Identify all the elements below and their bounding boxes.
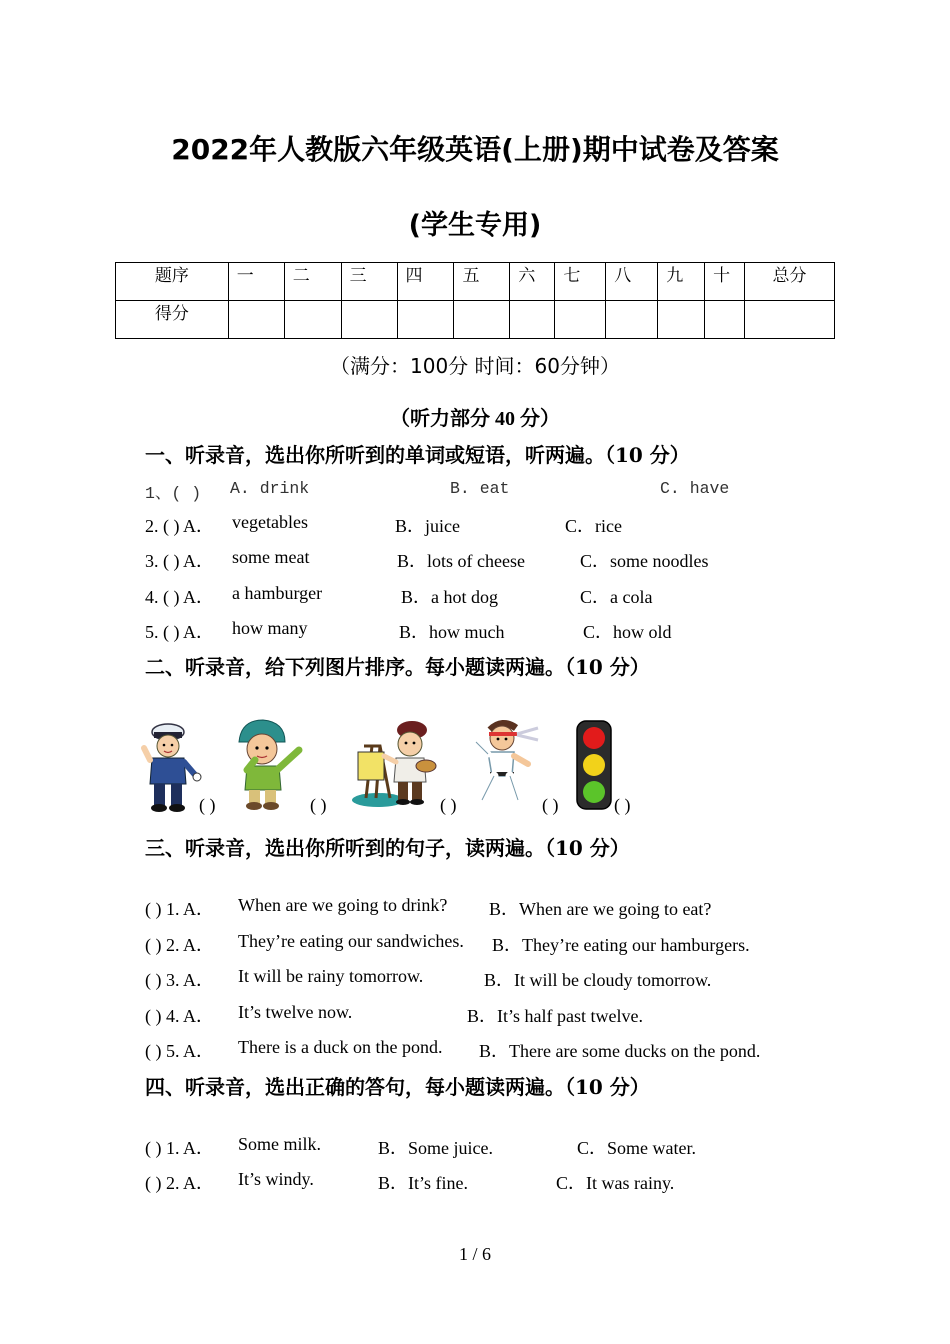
s3-q1-option-a[interactable]: When are we going to drink? bbox=[238, 895, 448, 915]
s3-q1-option-b[interactable]: B．When are we going to eat? bbox=[489, 899, 712, 919]
s4-q1-option-b[interactable]: B．Some juice. bbox=[378, 1138, 493, 1158]
s1-q3-option-c[interactable]: C．some noodles bbox=[580, 551, 709, 571]
page-number: 1 / 6 bbox=[458, 1244, 491, 1264]
painter-picture bbox=[350, 716, 440, 811]
s4-q2-option-c[interactable]: C．It was rainy. bbox=[556, 1173, 675, 1193]
score-header-cell: 题序 bbox=[116, 263, 229, 301]
s1-q2-option-a[interactable]: vegetables bbox=[232, 512, 308, 532]
score-header-cell: 九 bbox=[658, 263, 705, 301]
score-header-cell: 八 bbox=[606, 263, 658, 301]
score-header-cell: 三 bbox=[341, 263, 397, 301]
q1-option-a[interactable]: A. drink bbox=[230, 479, 310, 498]
s1-q5-option-c[interactable]: C．how old bbox=[583, 622, 672, 642]
picture-answer-bracket[interactable]: ( ) bbox=[542, 795, 559, 815]
s1-q4-option-c[interactable]: C．a cola bbox=[580, 587, 653, 607]
listening-title: （听力部分 40 分） bbox=[390, 408, 560, 430]
s3-q1-number: ( ) 1. A． bbox=[145, 899, 214, 919]
score-input-cell[interactable] bbox=[341, 301, 397, 339]
s3-q3-option-b[interactable]: B．It will be cloudy tomorrow. bbox=[484, 970, 712, 990]
s3-q4-option-a[interactable]: It’s twelve now. bbox=[238, 1002, 353, 1022]
score-input-cell[interactable] bbox=[555, 301, 606, 339]
s4-q2-number: ( ) 2. A． bbox=[145, 1173, 214, 1193]
karate-boy-picture bbox=[472, 716, 542, 811]
score-header-cell: 五 bbox=[454, 263, 510, 301]
s3-q2-option-b[interactable]: B．They’re eating our hamburgers. bbox=[492, 935, 750, 955]
s1-q3-number: 3. ( ) A． bbox=[145, 551, 214, 571]
score-input-cell[interactable] bbox=[454, 301, 510, 339]
s4-q1-option-c[interactable]: C．Some water. bbox=[577, 1138, 696, 1158]
boy-picture bbox=[233, 716, 307, 811]
s3-q2-option-a[interactable]: They’re eating our sandwiches. bbox=[238, 931, 464, 951]
section4-heading: 四、听录音，选出正确的答句，每小题读两遍。（10 分） bbox=[145, 1075, 650, 1099]
s1-q4-option-b[interactable]: B．a hot dog bbox=[401, 587, 498, 607]
score-input-cell[interactable] bbox=[745, 301, 835, 339]
score-header-cell: 总分 bbox=[745, 263, 835, 301]
score-header-row bbox=[116, 263, 835, 301]
score-input-cell[interactable] bbox=[606, 301, 658, 339]
s1-q5-number: 5. ( ) A． bbox=[145, 622, 214, 642]
score-input-cell[interactable] bbox=[510, 301, 555, 339]
s4-q1-number: ( ) 1. A． bbox=[145, 1138, 214, 1158]
score-header-cell: 一 bbox=[228, 263, 284, 301]
score-table bbox=[115, 262, 835, 339]
s1-q3-option-a[interactable]: some meat bbox=[232, 547, 310, 567]
score-header-cell: 十 bbox=[705, 263, 745, 301]
s1-q5-option-b[interactable]: B．how much bbox=[399, 622, 505, 642]
score-input-cell[interactable] bbox=[228, 301, 284, 339]
section3-heading: 三、听录音，选出你所听到的句子，读两遍。（10 分） bbox=[145, 836, 630, 860]
s3-q5-number: ( ) 5. A． bbox=[145, 1041, 214, 1061]
policeman-picture bbox=[140, 718, 202, 813]
s3-q5-option-b[interactable]: B．There are some ducks on the pond. bbox=[479, 1041, 761, 1061]
s1-q4-option-a[interactable]: a hamburger bbox=[232, 583, 323, 603]
section1-heading: 一、听录音，选出你所听到的单词或短语，听两遍。（10 分） bbox=[145, 443, 690, 467]
score-input-cell[interactable] bbox=[658, 301, 705, 339]
q1-number: 1、( ) bbox=[145, 484, 202, 503]
score-header-cell: 四 bbox=[397, 263, 454, 301]
section2-heading: 二、听录音，给下列图片排序。每小题读两遍。（10 分） bbox=[145, 655, 650, 679]
s1-q4-number: 4. ( ) A． bbox=[145, 587, 214, 607]
page-subtitle: (学生专用) bbox=[408, 210, 542, 241]
q1-option-b[interactable]: B. eat bbox=[450, 479, 510, 498]
score-input-cell[interactable] bbox=[397, 301, 454, 339]
score-header-cell: 二 bbox=[284, 263, 341, 301]
s1-q3-option-b[interactable]: B．lots of cheese bbox=[397, 551, 525, 571]
score-row-label: 得分 bbox=[116, 301, 229, 339]
score-input-cell[interactable] bbox=[284, 301, 341, 339]
score-header-cell: 七 bbox=[555, 263, 606, 301]
s1-q5-option-a[interactable]: how many bbox=[232, 618, 308, 638]
picture-answer-bracket[interactable]: ( ) bbox=[310, 795, 327, 815]
score-row bbox=[116, 301, 835, 339]
q1-option-c[interactable]: C. have bbox=[660, 479, 730, 498]
score-header-cell: 六 bbox=[510, 263, 555, 301]
s1-q2-option-c[interactable]: C．rice bbox=[565, 516, 622, 536]
exam-info: （满分：100分 时间：60分钟） bbox=[330, 354, 620, 378]
page-title: 2022年人教版六年级英语(上册)期中试卷及答案 bbox=[171, 133, 779, 166]
s4-q1-option-a[interactable]: Some milk. bbox=[238, 1134, 322, 1154]
traffic-light-picture bbox=[574, 719, 614, 811]
picture-answer-bracket[interactable]: ( ) bbox=[199, 795, 216, 815]
score-input-cell[interactable] bbox=[705, 301, 745, 339]
s4-q2-option-b[interactable]: B．It’s fine. bbox=[378, 1173, 468, 1193]
s3-q4-option-b[interactable]: B．It’s half past twelve. bbox=[467, 1006, 643, 1026]
s4-q2-option-a[interactable]: It’s windy. bbox=[238, 1169, 314, 1189]
s1-q2-number: 2. ( ) A． bbox=[145, 516, 214, 536]
picture-answer-bracket[interactable]: ( ) bbox=[614, 795, 631, 815]
s3-q5-option-a[interactable]: There is a duck on the pond. bbox=[238, 1037, 443, 1057]
s3-q3-number: ( ) 3. A． bbox=[145, 970, 214, 990]
s3-q3-option-a[interactable]: It will be rainy tomorrow. bbox=[238, 966, 424, 986]
s3-q2-number: ( ) 2. A． bbox=[145, 935, 214, 955]
s1-q2-option-b[interactable]: B．juice bbox=[395, 516, 460, 536]
s3-q4-number: ( ) 4. A． bbox=[145, 1006, 214, 1026]
picture-answer-bracket[interactable]: ( ) bbox=[440, 795, 457, 815]
